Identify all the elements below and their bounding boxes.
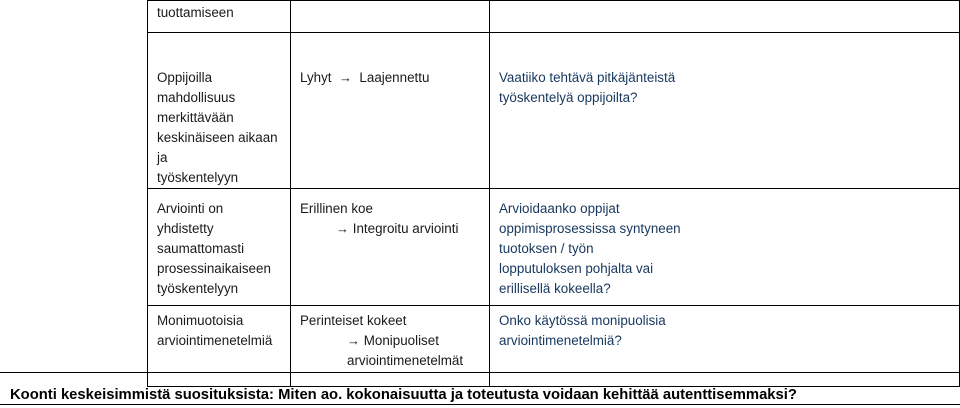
footer-summary: Koonti keskeisimmistä suosituksista: Miten ao. kokonaisuutta ja toteutusta voidaan kehittää autenttisemmaksi? <box>10 387 797 403</box>
arrow-right-icon: → <box>347 333 360 348</box>
cell-range: Lyhyt → Laajennettu <box>291 33 490 189</box>
table-row <box>148 1 960 33</box>
cell-range: Erillinen koe → Integroitu arviointi <box>291 189 490 306</box>
cell-range <box>291 1 490 33</box>
cell-range: Perinteiset kokeet → Monipuoliset arviointimenetelmät <box>291 306 490 387</box>
cell-criterion: Arviointi on yhdistetty saumattomasti prosessinaikaiseen työskentelyyn <box>148 189 291 306</box>
table-row <box>148 189 960 306</box>
arrow-right-icon: → <box>336 221 349 236</box>
cell-question: Vaatiiko tehtävä pitkäjänteistä työskentelyä oppijoilta? <box>490 33 960 189</box>
cell-criterion: Oppijoilla mahdollisuus merkittävään keskinäiseen aikaan ja työskentelyyn <box>148 33 291 189</box>
cell-question <box>490 1 960 33</box>
cell-question: Arvioidaanko oppijat oppimisprosessissa syntyneen tuotoksen / työn lopputuloksen pohjalta vai erillisellä kokeella? <box>490 189 960 306</box>
table-row <box>148 306 960 387</box>
cell-criterion: Monimuotoisia arviointimenetelmiä <box>148 306 291 387</box>
arrow-right-icon: → <box>338 70 352 85</box>
footer-top-rule <box>0 372 960 373</box>
cell-criterion: tuottamiseen <box>148 1 291 33</box>
table-row <box>148 33 960 189</box>
footer-bottom-rule <box>0 404 960 405</box>
cell-question: Onko käytössä monipuolisia arviointimenetelmiä? <box>490 306 960 387</box>
recommendations-table <box>147 0 960 387</box>
